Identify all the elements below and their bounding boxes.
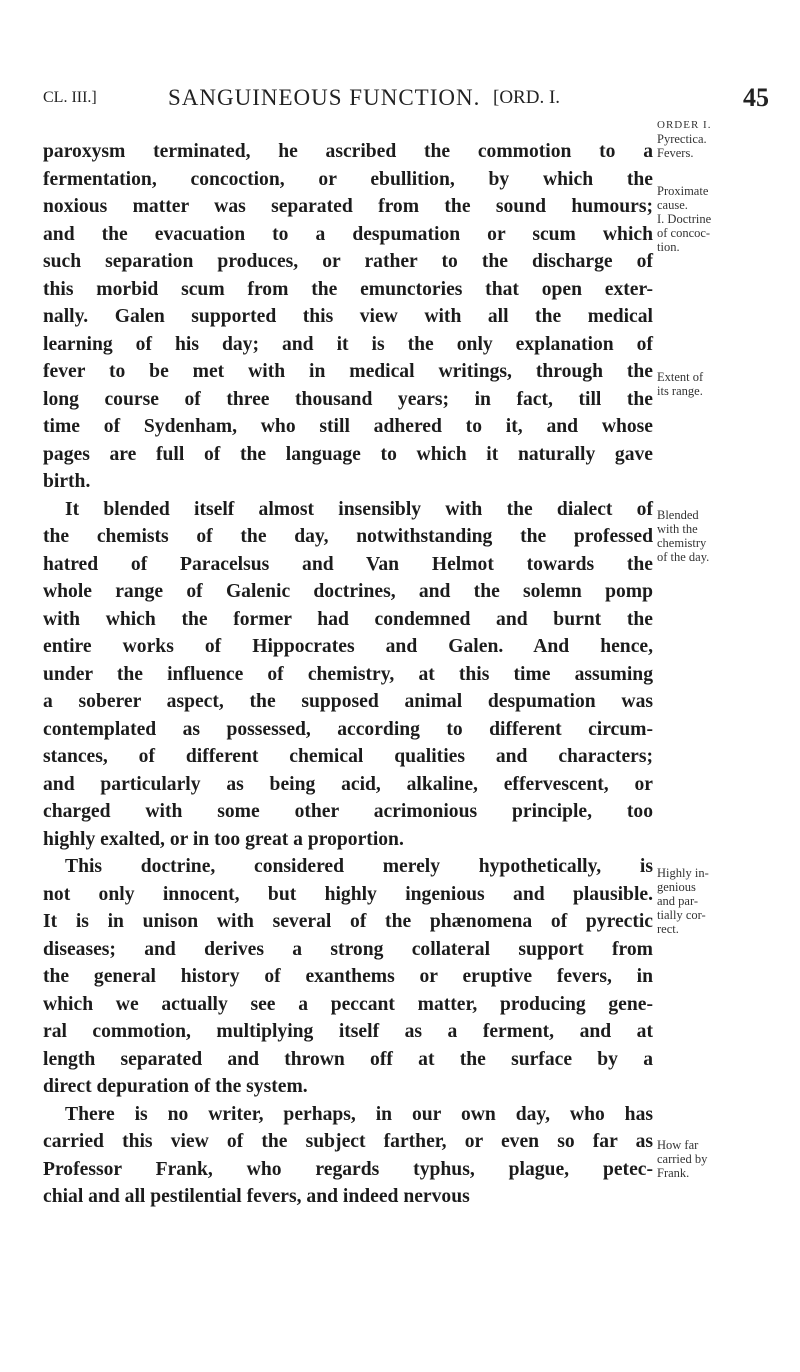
margin-note-line: cause. [657, 198, 688, 212]
text-line: hatred of Paracelsus and Van Helmot towards the [43, 553, 653, 575]
text-line: contemplated as possessed, according to different circum- [43, 718, 653, 740]
text-line: This doctrine, considered merely hypothetically, is [65, 856, 653, 877]
margin-note-line: I. Doctrine [657, 212, 712, 226]
margin-note-line: rect. [657, 922, 679, 936]
chapter-reference: CL. III.] [43, 89, 97, 106]
margin-note [657, 1138, 707, 1180]
text-line: highly exalted, or in too great a proportion. [43, 828, 404, 850]
margin-note-line: Proximate [657, 184, 709, 198]
margin-note [657, 118, 711, 160]
text-line: paroxysm terminated, he ascribed the commotion to a [43, 141, 653, 162]
text-line: whole range of Galenic doctrines, and the solemn pomp [43, 581, 653, 602]
margin-note [657, 866, 709, 936]
text-line: long course of three thousand years; in fact, till the [43, 388, 653, 410]
margin-note-line: ORDER I. [657, 119, 712, 131]
margin-note-line: Highly in- [657, 866, 709, 880]
text-line: noxious matter was separated from the sound humours; [43, 196, 653, 217]
text-line: time of Sydenham, who still adhered to it, and whose [43, 416, 653, 437]
paragraph [43, 1101, 653, 1211]
text-line: Professor Frank, who regards typhus, plague, petec- [43, 1158, 653, 1180]
text-line: pages are full of the language to which it naturally gave [43, 443, 653, 465]
margin-note-line: How far [657, 1138, 699, 1152]
text-line: nally. Galen supported this view with all the medical [43, 306, 653, 327]
text-line: carried this view of the subject farther, or even so far as [43, 1131, 653, 1152]
margin-note [657, 508, 709, 564]
text-line: ral commotion, multiplying itself as a ferment, and at [43, 1021, 653, 1042]
margin-note-line: carried by [657, 1152, 708, 1166]
paragraph [43, 853, 653, 1101]
text-line: and the evacuation to a despumation or scum which [43, 223, 653, 245]
text-line: with which the former had condemned and burnt the [43, 608, 653, 630]
margin-note [657, 370, 703, 398]
text-line: There is no writer, perhaps, in our own day, who has [65, 1103, 653, 1125]
paragraph [43, 496, 653, 854]
text-line: chial and all pestilential fevers, and indeed nervous [43, 1186, 470, 1207]
main-text [43, 138, 653, 1211]
margin-note-line: Pyrectica. [657, 132, 707, 146]
margin-note-line: Extent of [657, 370, 704, 384]
margin-note-line: Fevers. [657, 146, 694, 160]
text-line: charged with some other acrimonious principle, too [43, 801, 653, 822]
text-line: It blended itself almost insensibly with the dialect of [65, 498, 653, 520]
margin-note [657, 184, 711, 254]
text-line: It is in unison with several of the phænomena of pyrectic [43, 911, 653, 932]
text-line: learning of his day; and it is the only explanation of [43, 333, 653, 355]
text-line: the chemists of the day, notwithstanding the professed [43, 526, 653, 547]
margin-note-line: of concoc- [657, 226, 711, 240]
text-line: not only innocent, but highly ingenious and plausible. [43, 883, 653, 905]
text-line: this morbid scum from the emunctories that open exter- [43, 278, 653, 300]
order-reference: [ORD. I. [493, 87, 561, 108]
running-title: SANGUINEOUS FUNCTION. [168, 85, 481, 110]
margin-note-line: chemistry [657, 536, 707, 550]
margin-note-line: of the day. [657, 550, 710, 564]
margin-note-line: tially cor- [657, 908, 706, 922]
text-line: entire works of Hippocrates and Galen. And hence, [43, 636, 653, 657]
text-line: which we actually see a peccant matter, producing gene- [43, 993, 653, 1015]
text-line: direct depuration of the system. [43, 1076, 308, 1097]
text-line: under the influence of chemistry, at this time assuming [43, 663, 653, 685]
text-line: a soberer aspect, the supposed animal despumation was [43, 691, 653, 712]
margin-note-line: Blended [657, 508, 699, 522]
text-line: diseases; and derives a strong collateral support from [43, 938, 653, 960]
text-line: stances, of different chemical qualities and characters; [43, 746, 653, 767]
margin-note-line: Frank. [657, 1166, 690, 1180]
margin-note-line: and par- [657, 894, 699, 908]
text-line: and particularly as being acid, alkaline, effervescent, or [43, 773, 653, 795]
text-line: such separation produces, or rather to the discharge of [43, 251, 653, 272]
text-line: length separated and thrown off at the surface by a [43, 1048, 653, 1070]
text-line: birth. [43, 471, 91, 492]
paragraph [43, 138, 653, 496]
page-number: 45 [743, 83, 769, 112]
margin-note-line: tion. [657, 240, 680, 254]
text-line: the general history of exanthems or eruptive fevers, in [43, 966, 653, 987]
margin-note-line: with the [657, 522, 698, 536]
text-line: fever to be met with in medical writings, through the [43, 361, 653, 382]
text-line: fermentation, concoction, or ebullition, by which the [43, 168, 653, 190]
margin-note-line: genious [657, 880, 696, 894]
margin-note-line: its range. [657, 384, 703, 398]
